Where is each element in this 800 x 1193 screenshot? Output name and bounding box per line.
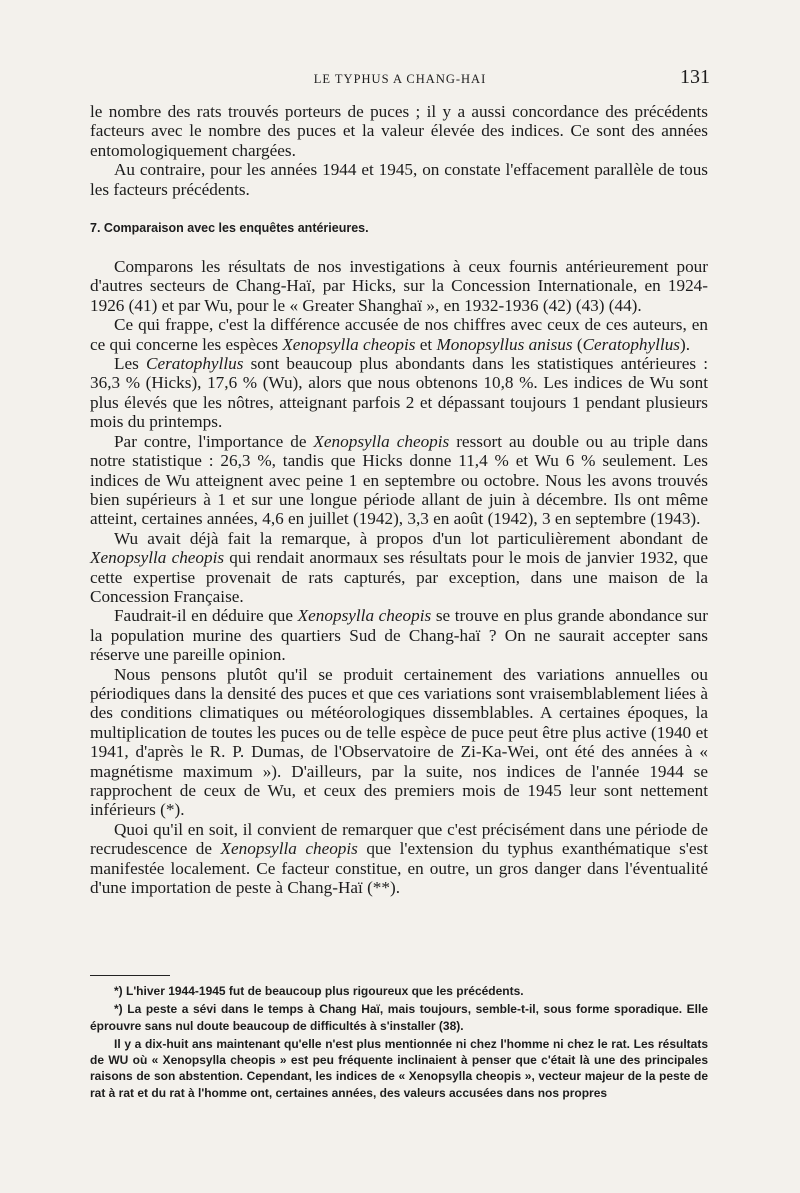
paragraph-2: Au contraire, pour les années 1944 et 1945, on constate l'effacement parallèle de tous les facteurs précédents. [90, 160, 708, 199]
running-title: LE TYPHUS A CHANG-HAI [313, 72, 487, 86]
text-run: ( [572, 334, 583, 354]
footnote-2: *) La peste a sévi dans le temps à Chang Haï, mais toujours, semble-t-il, sous forme sporadique. Elle éprouvre sans nul doute beaucoup de difficultés à s'installer (38). [90, 1002, 708, 1033]
species-name: Xenopsylla cheopis [220, 839, 358, 859]
text-run: Wu avait déjà fait la remarque, à propos d'un lot particulièrement abondant de [114, 528, 708, 548]
text-run: Ce qui frappe, c'est la différence accusée de nos chiffres avec ceux de ces auteurs, en ce qui concerne les espèces [90, 315, 708, 354]
text-run: Quoi qu'il en soit, il convient de remarquer que c'est précisément dans une période de recrudescence de [90, 819, 708, 859]
footnote-1: *) L'hiver 1944-1945 fut de beaucoup plus rigoureux que les précédents. [114, 984, 524, 998]
footnote-divider [90, 975, 170, 976]
species-name: Xenopsylla cheopis [90, 548, 225, 568]
section-heading: 7. Comparaison avec les enquêtes antérieures. [90, 221, 369, 236]
paragraph-4 [90, 315, 708, 354]
text-run: ). [680, 334, 691, 354]
text-run: Les [114, 354, 146, 374]
species-name: Ceratophyllus [582, 334, 680, 354]
body-text [90, 102, 708, 897]
text-run: se trouve en plus grande abondance sur la population murine des quartiers Sud de Chang-haï ? On ne saurait accepter sans réserve une pareille opinion. [90, 606, 708, 665]
species-name: Xenopsylla cheopis [297, 606, 432, 626]
species-name: Xenopsylla cheopis [313, 431, 450, 451]
paragraph-3: Comparons les résultats de nos investigations à ceux fournis antérieurement pour d'autres secteurs de Chang-Haï, par Hicks, sur la Concession Internationale, en 1924-1926 (41) et par Wu, pour le « Greater Shanghaï », en 1932-1936 (42) (43) (44). [90, 257, 708, 315]
running-head [90, 66, 710, 88]
species-name: Xenopsylla cheopis [282, 334, 416, 354]
paragraph-10 [90, 820, 708, 898]
footnote-3: Il y a dix-huit ans maintenant qu'elle n'est plus mentionnée ni chez l'homme ni chez le rat. Les résultats de WU où « Xenopsylla cheopis » est peu fréquente inclinaient à penser que c'était là une des principales raisons de son abstention. Cependant, les indices de « Xenopsylla cheopis », vecteur majeur de la peste de rat à rat et du rat à l'homme ont, certaines années, des valeurs accusées dans nos propres [90, 1036, 708, 1100]
page-number: 131 [680, 66, 710, 88]
text-run: Faudrait-il en déduire que [114, 606, 298, 626]
paragraph-9: Nous pensons plutôt qu'il se produit certainement des variations annuelles ou périodiques dans la densité des puces et que ces variations sont vraisemblablement liées à des conditions climatiques ou météorologiques dissemblables. A certaines époques, la multiplication de toutes les puces ou de telle espèce de puce peut être plus active (1940 et 1941, d'après le R. P. Dumas, de l'Observatoire de Zi-Ka-Wei, ont été des années à « magnétisme maximum »). D'ailleurs, par la suite, nos indices de l'année 1944 se rapprochent de ceux de Wu, et ceux des premiers mois de 1945 leur sont nettement inférieurs (*). [90, 664, 708, 820]
paragraph-5 [90, 354, 708, 432]
species-name: Monopsyllus anisus [436, 334, 573, 354]
paragraph-8 [90, 606, 708, 664]
text-run: que l'extension du typhus exanthématique s'est manifestée localement. Ce facteur constitue, en outre, un gros danger dans l'éventualité d'une importation de peste à Chang-Haï (**). [90, 839, 708, 898]
text-run: sont beaucoup plus abondants dans les statistiques antérieures : 36,3 % (Hicks), 17,6 % (Wu), alors que nous obtenons 10,8 %. Les indices de Wu sont plus élevés que les nôtres, atteignant parfois 2 et dépassant toujours 1 pendant plusieurs mois du printemps. [90, 354, 708, 432]
paragraph-6 [90, 432, 708, 529]
text-run: et [415, 334, 437, 354]
paragraph-7 [90, 529, 708, 607]
footnotes [90, 983, 708, 1101]
text-run: ressort au double ou au triple dans notre statistique : 26,3 %, tandis que Hicks donne 11,4 % et Wu 6 % seulement. Les indices de Wu atteignent avec peine 1 en septembre ou octobre. Nous les avons trouvés bien supérieurs à 1 et sur une longue période allant de juin à décembre. Ils ont même atteint, certaines années, 4,6 en juillet (1942), 3,3 en août (1942), 3 en septembre (1943). [90, 431, 708, 529]
text-run: Par contre, l'importance de [114, 431, 314, 451]
text-run: qui rendait anormaux ses résultats pour le mois de janvier 1932, que cette expertise provenait de rats capturés, par exception, dans une maison de la Concession Française. [90, 548, 708, 606]
species-name: Ceratophyllus [146, 354, 244, 374]
paragraph-1: le nombre des rats trouvés porteurs de puces ; il y a aussi concordance des précédents facteurs avec le nombre des puces et la valeur élevée des indices. Ce sont des années entomologiquement chargées. [90, 102, 708, 160]
